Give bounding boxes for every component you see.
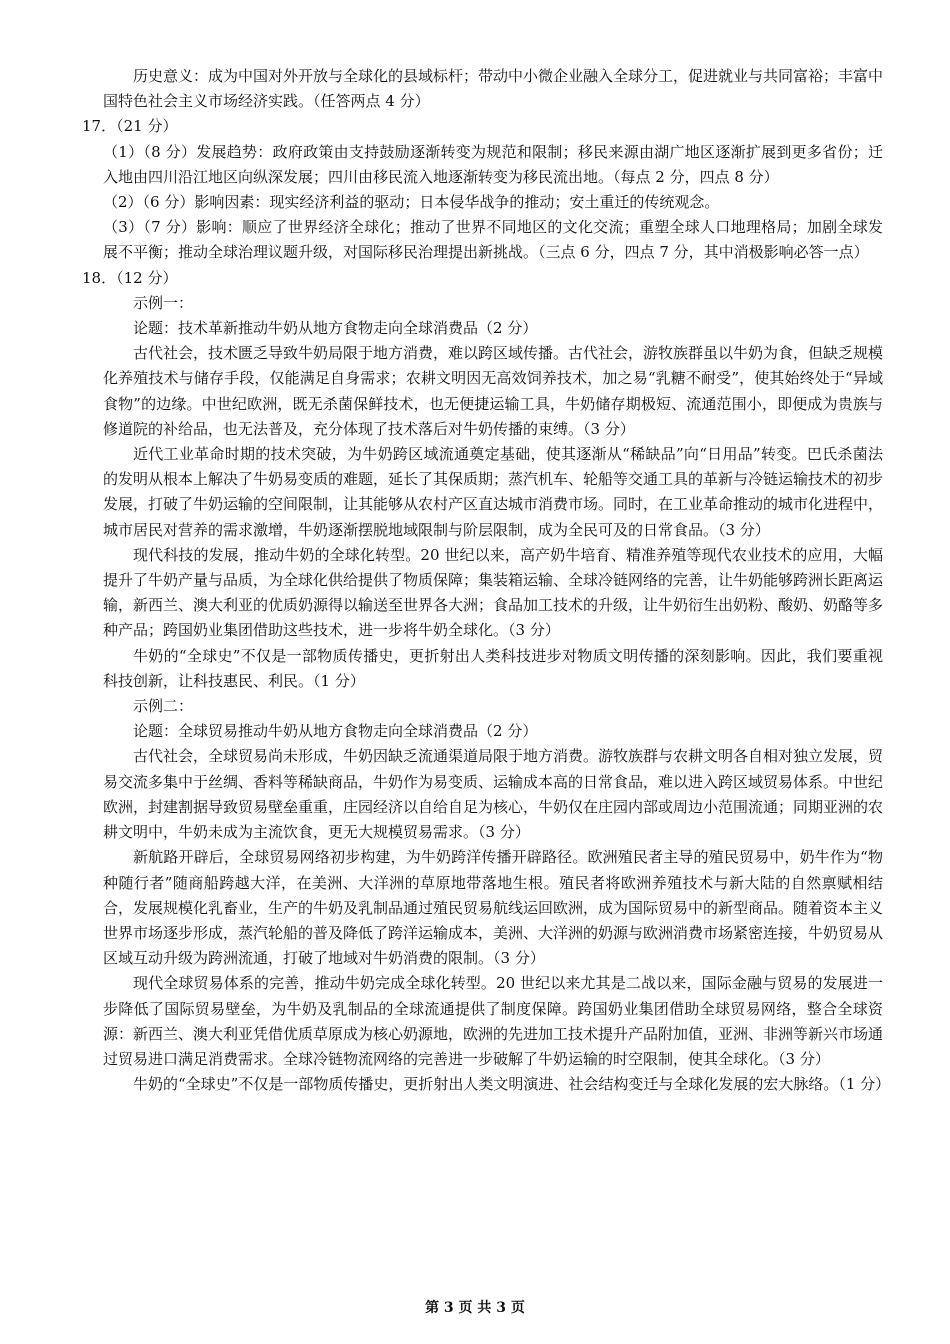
answer-content [82,64,891,1097]
example-2-paragraph: 古代社会，全球贸易尚未形成，牛奶因缺乏流通渠道局限于地方消费。游牧族群与农耕文明各自相对独立发展，贸易交流多集中于丝绸、香料等稀缺商品，牛奶作为易变质、运输成本高的日常食品，难以进入跨区域贸易体系。中世纪欧洲，封建割据导致贸易壁垒重重，庄园经济以自给自足为核心，牛奶仅在庄园内部或周边小范围流通；同期亚洲的农耕文明中，牛奶未成为主流饮食，更无大规模贸易需求。（3 分） [103,747,884,842]
example-1-paragraph: 古代社会，技术匮乏导致牛奶局限于地方消费，难以跨区域传播。古代社会，游牧族群虽以牛奶为食，但缺乏规模化养殖技术与储存手段，仅能满足自身需求；农耕文明因无高效饲养技术，加之易“乳糖不耐受”，使其始终处于“异域食物”的边缘。中世纪欧洲，既无杀菌保鲜技术，也无便捷运输工具，牛奶储存期极短、流通范围小，即便成为贵族与修道院的补给品，也无法普及，充分体现了技术落后对牛奶传播的束缚。（3 分） [103,344,884,438]
q17-title: 17．（21 分） [82,117,178,136]
example-2-label: 示例二： [133,697,194,716]
example-2-paragraph: 新航路开辟后，全球贸易网络初步构建，为牛奶跨洋传播开辟路径。欧洲殖民者主导的殖民贸易中，奶牛作为“物种随行者”随商船跨越大洋，在美洲、大洋洲的草原地带落地生根。殖民者将欧洲养殖技术与新大陆的自然禀赋相结合，发展规模化乳畜业，生产的牛奶及乳制品通过殖民贸易航线运回欧洲，成为国际贸易中的新型商品。随着资本主义世界市场逐步形成，蒸汽轮船的普及降低了跨洋运输成本，美洲、大洋洲的奶源与欧洲消费市场紧密连接，牛奶贸易从区域互动升级为跨洲流通，打破了地域对牛奶消费的限制。（3 分） [103,848,884,968]
page-footer: 第 3 页 共 3 页 [425,1300,525,1316]
example-1-paragraph: 近代工业革命时期的技术突破，为牛奶跨区域流通奠定基础，使其逐渐从“稀缺品”向“日用品”转变。巴氏杀菌法的发明从根本上解决了牛奶易变质的难题，延长了其保质期；蒸汽机车、轮船等交通工具的革新与冷链运输技术的初步发展，打破了牛奶运输的空间限制，让其能够从农村产区直达城市消费市场。同时，在工业革命推动的城市化进程中，城市居民对营养的需求激增，牛奶逐渐摆脱地域限制与阶层限制，成为全民可及的日常食品。（3 分） [103,445,884,539]
q17-answer-3: （3）（7 分）影响：顺应了世界经济全球化；推动了世界不同地区的文化交流；重塑全球人口地理格局；加剧全球发展不平衡；推动全球治理议题升级，对国际移民治理提出新挑战。（三点 6 分，四点 7 分，其中消极影响必答一点） [103,218,883,262]
example-1-label: 示例一： [133,293,194,312]
example-2-paragraph: 现代全球贸易体系的完善，推动牛奶完成全球化转型。20 世纪以来尤其是二战以来，国际金融与贸易的发展进一步降低了国际贸易壁垒，为牛奶及乳制品的全球流通提供了制度保障。跨国奶业集团借助全球贸易网络，整合全球资源：新西兰、澳大利亚凭借优质草原成为核心奶源地，欧洲的先进加工技术提升产品附加值，亚洲、非洲等新兴市场通过贸易进口满足消费需求。全球冷链物流网络的完善进一步破解了牛奶运输的时空限制，使其全球化。（3 分） [103,974,884,1068]
q17-answer-1: （1）（8 分）发展趋势：政府政策由支持鼓励逐渐转变为规范和限制；移民来源由湖广地区逐渐扩展到更多省份；迁入地由四川沿江地区向纵深发展；四川由移民流入地逐渐转变为移民流出地。（每点 2 分，四点 8 分） [103,142,883,186]
q18-title: 18．（12 分） [82,268,178,287]
example-2-thesis: 论题：全球贸易推动牛奶从地方食物走向全球消费品（2 分） [133,722,538,741]
example-1-thesis: 论题：技术革新推动牛奶从地方食物走向全球消费品（2 分） [133,319,538,338]
example-1-conclusion: 牛奶的“全球史”不仅是一部物质传播史，更折射出人类科技进步对物质文明传播的深刻影响。因此，我们要重视科技创新，让科技惠民、利民。（1 分） [103,646,883,690]
example-2-conclusion: 牛奶的“全球史”不仅是一部物质传播史，更折射出人类文明演进、社会结构变迁与全球化发展的宏大脉络。（1 分） [133,1075,891,1094]
q17-answer-2: （2）（6 分）影响因素：现实经济利益的驱动；日本侵华战争的推动；安土重迁的传统观念。 [103,193,720,212]
example-1-paragraph: 现代科技的发展，推动牛奶的全球化转型。20 世纪以来，高产奶牛培育、精准养殖等现代农业技术的应用，大幅提升了牛奶产量与品质，为全球化供给提供了物质保障；集装箱运输、全球冷链网络的完善，让牛奶能够跨洲长距离运输，新西兰、澳大利亚的优质奶源得以输送至世界各大洲；食品加工技术的升级，让牛奶衍生出奶粉、酸奶、奶酪等多种产品；跨国奶业集团借助这些技术，进一步将牛奶全球化。（3 分） [103,545,884,640]
q16-historical-significance: 历史意义：成为中国对外开放与全球化的县域标杆；带动中小微企业融入全球分工，促进就业与共同富裕；丰富中国特色社会主义市场经济实践。（任答两点 4 分） [103,67,884,111]
